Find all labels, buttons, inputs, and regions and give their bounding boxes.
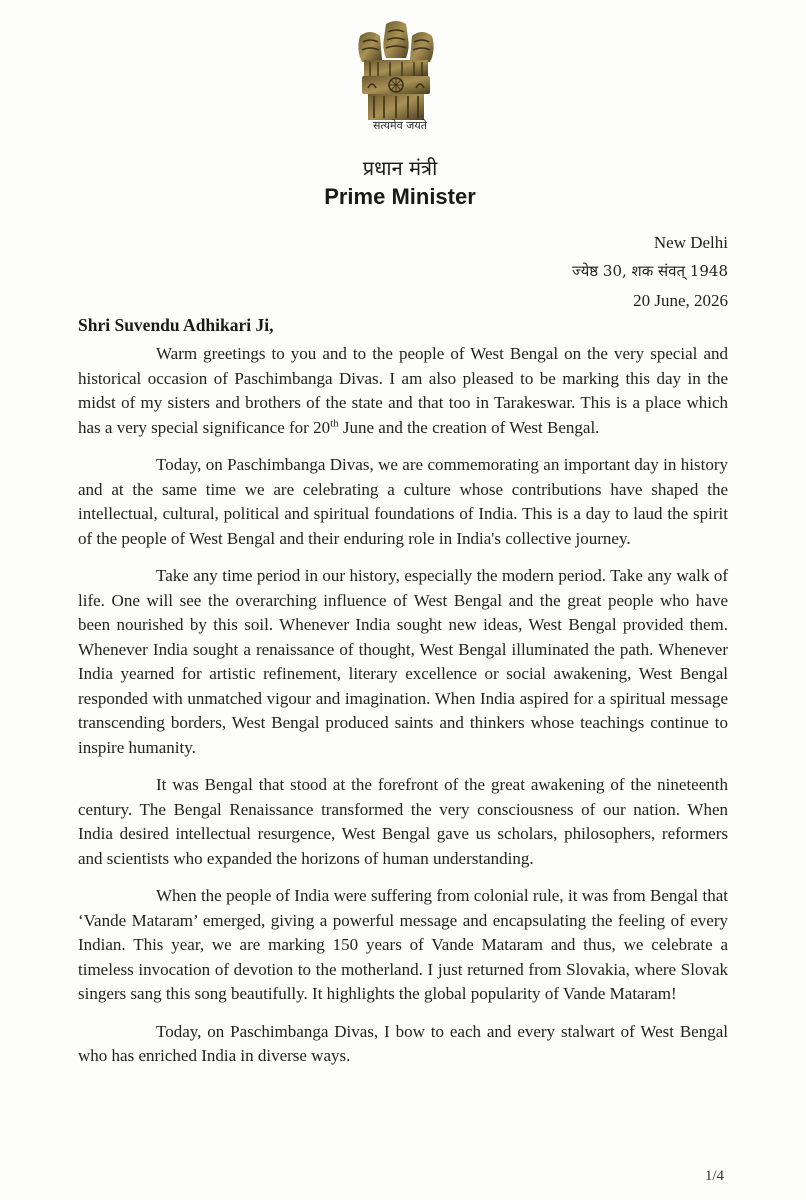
paragraph-3: Take any time period in our history, especially the modern period. Take any walk of life. One will see the overarching influence of West Bengal and the great people who have been nourished by this soil. Whenever India sought new ideas, West Bengal provided them. Whenever India sought a renaissance of thought, West Bengal illuminated the path. Whenever India yearned for artistic refinement, literary excellence or social awakening, West Bengal responded with unmatched vigour and imagination. When India aspired for a spiritual message transcending borders, West Bengal produced saints and thinkers whose teachings continue to inspire humanity.: [78, 566, 728, 757]
paragraph-1-text: Warm greetings to you and to the people of West Bengal on the very special and historical occasion of Paschimbanga Divas. I am also pleased to be marking this day in the midst of my sisters and brothers of the state and that too in Tarakeswar. This is a place which has a very special significance for: [78, 344, 728, 437]
office-title-hindi: प्रधान मंत्री: [362, 156, 438, 180]
dateline-place: New Delhi: [653, 233, 728, 252]
paragraph-1-date-sup: th: [330, 416, 339, 429]
dateline: [572, 228, 728, 315]
state-emblem-icon: [346, 18, 446, 124]
national-motto: सत्यमेव जयते: [372, 119, 427, 132]
paragraph-6: Today, on Paschimbanga Divas, I bow to each and every stalwart of West Bengal who has enriched India in diverse ways.: [78, 1021, 728, 1065]
paragraph-5: When the people of India were suffering from colonial rule, it was from Bengal that ‘Vande Mataram’ emerged, giving a powerful message and encapsulating the feeling of every Indian. This year, we are marking 150 years of Vande Mataram and thus, we celebrate a timeless invocation of devotion to the motherland. I just returned from Slovakia, where Slovak singers sang this song beautifully. It highlights the global popularity of Vande Mataram!: [78, 886, 728, 1003]
dateline-gregorian-date: 20 June, 2026: [633, 291, 728, 310]
office-title-english: Prime Minister: [324, 184, 476, 209]
paragraph-4: It was Bengal that stood at the forefront of the great awakening of the nineteenth century. The Bengal Renaissance transformed the very consciousness of our nation. When India desired intellectual resurgence, West Bengal gave us scholars, philosophers, reformers and scientists who expanded the horizons of human understanding.: [78, 775, 728, 868]
dateline-saka-date: ज्येष्ठ 30, शक संवत् 1948: [572, 262, 728, 280]
paragraph-1-date-num: 20: [313, 417, 331, 437]
paragraph-2: Today, on Paschimbanga Divas, we are commemorating an important day in history and at the same time we are celebrating a culture whose contributions have shaped the intellectual, cultural, political and spiritual foundations of India. This is a day to laud the spirit of the people of West Bengal and their enduring role in India's collective journey.: [78, 455, 728, 548]
salutation: Shri Suvendu Adhikari Ji,: [78, 315, 274, 335]
paragraph-1: [78, 342, 728, 440]
letter-body: [78, 342, 728, 1082]
page-number: 1/4: [704, 1168, 724, 1184]
paragraph-1-tail: June and the creation of West Bengal.: [338, 417, 600, 437]
